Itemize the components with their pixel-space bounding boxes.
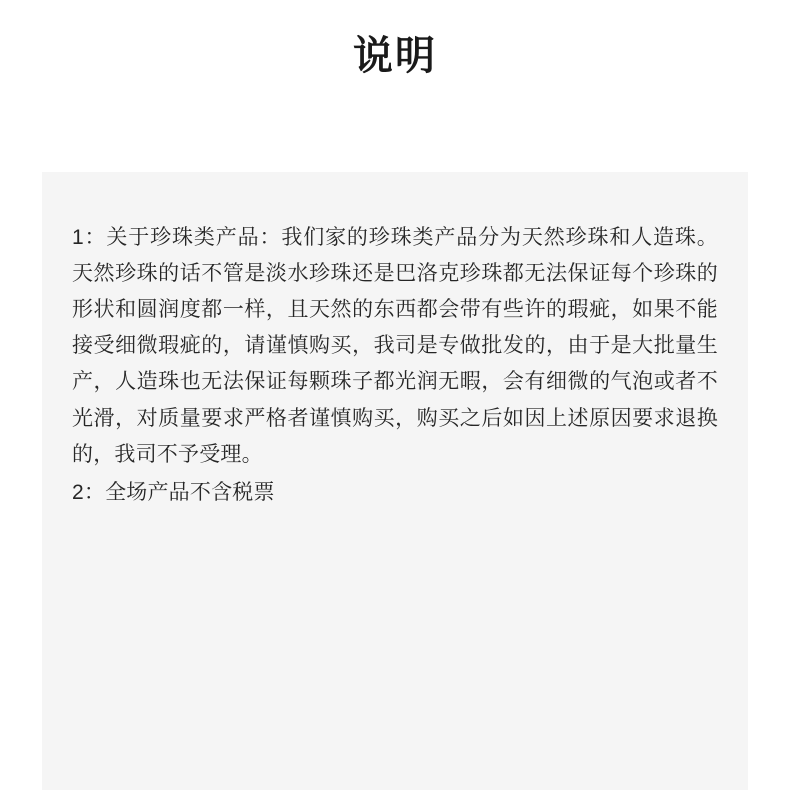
paragraph-pearl-products: 1：关于珍珠类产品：我们家的珍珠类产品分为天然珍珠和人造珠。天然珍珠的话不管是淡水珍珠还是巴洛克珍珠都无法保证每个珍珠的形状和圆润度都一样，且天然的东西都会带有些许的瑕疵，如果不能接受细微瑕疵的，请谨慎购买，我司是专做批发的，由于是大批量生产，人造珠也无法保证每颗珠子都光润无暇，会有细微的气泡或者不光滑，对质量要求严格者谨慎购买，购买之后如因上述原因要求退换的，我司不予受理。 — [72, 226, 718, 466]
description-panel — [42, 172, 748, 790]
page-title: 说明 — [353, 34, 437, 78]
paragraph-no-tax-invoice: 2：全场产品不含税票 — [72, 480, 275, 504]
paragraph-list — [72, 220, 718, 511]
